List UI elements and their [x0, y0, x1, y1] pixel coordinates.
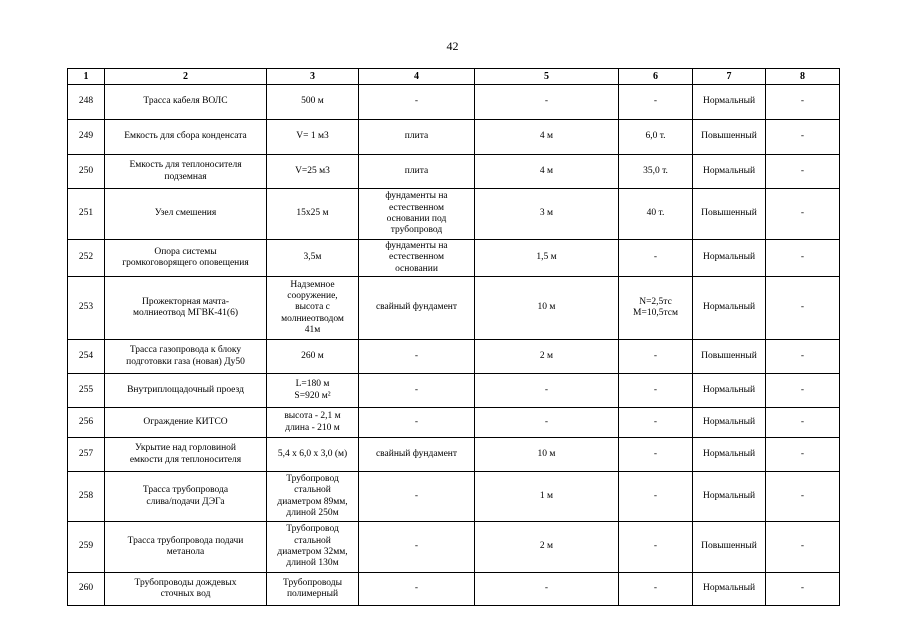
table-header-row	[68, 69, 840, 85]
table-cell: Нормальный	[693, 408, 766, 438]
table-cell: -	[766, 374, 840, 408]
table-cell: 15х25 м	[267, 189, 359, 240]
table-cell: 252	[68, 240, 105, 277]
table-cell: 500 м	[267, 85, 359, 120]
table-cell: Повышенный	[693, 189, 766, 240]
table-cell: Нормальный	[693, 472, 766, 522]
table-cell: Емкость для сбора конденсата	[105, 120, 267, 155]
table-cell: фундаменты на естественном основании	[359, 240, 475, 277]
table-cell: -	[359, 374, 475, 408]
table-cell: 260	[68, 573, 105, 606]
table-cell: -	[619, 522, 693, 573]
table-cell: -	[359, 522, 475, 573]
table-cell: -	[619, 374, 693, 408]
table-row	[68, 189, 840, 240]
table-cell: 2 м	[475, 522, 619, 573]
table-cell: 4 м	[475, 120, 619, 155]
column-header: 8	[766, 69, 840, 85]
table-cell: 253	[68, 277, 105, 340]
column-header: 7	[693, 69, 766, 85]
table-cell: Нормальный	[693, 438, 766, 472]
table-cell: Трубопроводы дождевых сточных вод	[105, 573, 267, 606]
table-cell: 35,0 т.	[619, 155, 693, 189]
table-cell: Трасса трубопровода слива/подачи ДЭГа	[105, 472, 267, 522]
table-cell: -	[619, 573, 693, 606]
table-cell: Трасса газопровода к блоку подготовки газа (новая) Ду50	[105, 340, 267, 374]
table-cell: -	[359, 340, 475, 374]
table-cell: -	[475, 408, 619, 438]
table-cell: N=2,5тс М=10,5тсм	[619, 277, 693, 340]
table-cell: Нормальный	[693, 155, 766, 189]
table-cell: -	[766, 155, 840, 189]
table-cell: -	[766, 189, 840, 240]
table-cell: Нормальный	[693, 240, 766, 277]
table-cell: Трубопровод стальной диаметром 89мм, длиной 250м	[267, 472, 359, 522]
table-cell: Прожекторная мачта- молниеотвод МГВК-41(6)	[105, 277, 267, 340]
table-cell: Внутриплощадочный проезд	[105, 374, 267, 408]
table-cell: фундаменты на естественном основании под трубопровод	[359, 189, 475, 240]
table-cell: -	[359, 472, 475, 522]
table-cell: 248	[68, 85, 105, 120]
table-cell: Трубопровод стальной диаметром 32мм, длиной 130м	[267, 522, 359, 573]
table-cell: -	[766, 277, 840, 340]
table-cell: 1,5 м	[475, 240, 619, 277]
table-cell: -	[766, 438, 840, 472]
table-cell: 10 м	[475, 438, 619, 472]
table-cell: -	[766, 240, 840, 277]
table-cell: свайный фундамент	[359, 438, 475, 472]
data-table	[67, 68, 840, 606]
table-cell: 251	[68, 189, 105, 240]
table-cell: Нормальный	[693, 573, 766, 606]
column-header: 3	[267, 69, 359, 85]
table-cell: 257	[68, 438, 105, 472]
table-cell: 3,5м	[267, 240, 359, 277]
table-cell: 2 м	[475, 340, 619, 374]
table-cell: 260 м	[267, 340, 359, 374]
table-cell: 258	[68, 472, 105, 522]
table-cell: -	[766, 472, 840, 522]
table-cell: -	[766, 120, 840, 155]
table-row	[68, 120, 840, 155]
table-cell: Ограждение КИТСО	[105, 408, 267, 438]
table-row	[68, 438, 840, 472]
table-cell: -	[475, 374, 619, 408]
column-header: 6	[619, 69, 693, 85]
table-cell: -	[475, 573, 619, 606]
table-row	[68, 277, 840, 340]
table-cell: -	[619, 340, 693, 374]
table-cell: -	[766, 573, 840, 606]
column-header: 4	[359, 69, 475, 85]
table-row	[68, 522, 840, 573]
table-cell: 259	[68, 522, 105, 573]
table-cell: Надземное сооружение, высота с молниеотводом 41м	[267, 277, 359, 340]
table-cell: Трасса кабеля ВОЛС	[105, 85, 267, 120]
table-cell: 5,4 х 6,0 х 3,0 (м)	[267, 438, 359, 472]
table-cell: -	[359, 85, 475, 120]
table-cell: -	[619, 85, 693, 120]
table-cell: 255	[68, 374, 105, 408]
table-row	[68, 573, 840, 606]
table-row	[68, 408, 840, 438]
table-row	[68, 240, 840, 277]
table-cell: Нормальный	[693, 85, 766, 120]
table-cell: -	[766, 340, 840, 374]
table-row	[68, 374, 840, 408]
column-header: 1	[68, 69, 105, 85]
column-header: 2	[105, 69, 267, 85]
table-cell: 10 м	[475, 277, 619, 340]
table-cell: -	[619, 240, 693, 277]
table-row	[68, 472, 840, 522]
table-cell: -	[619, 438, 693, 472]
table-cell: -	[766, 85, 840, 120]
table-cell: Узел смешения	[105, 189, 267, 240]
table-row	[68, 340, 840, 374]
table-cell: -	[766, 408, 840, 438]
table-cell: 249	[68, 120, 105, 155]
table-cell: Повышенный	[693, 120, 766, 155]
table-cell: V= 1 м3	[267, 120, 359, 155]
table-cell: 3 м	[475, 189, 619, 240]
table-cell: плита	[359, 120, 475, 155]
table-cell: 256	[68, 408, 105, 438]
table-cell: -	[359, 573, 475, 606]
table-cell: 1 м	[475, 472, 619, 522]
table-cell: -	[359, 408, 475, 438]
table-cell: Трубопроводы полимерный	[267, 573, 359, 606]
table-cell: -	[766, 522, 840, 573]
table-cell: Нормальный	[693, 374, 766, 408]
table-cell: -	[619, 408, 693, 438]
table-cell: Повышенный	[693, 522, 766, 573]
table-cell: -	[619, 472, 693, 522]
table-cell: 254	[68, 340, 105, 374]
table-cell: свайный фундамент	[359, 277, 475, 340]
table-row	[68, 155, 840, 189]
table-cell: плита	[359, 155, 475, 189]
table-row	[68, 85, 840, 120]
table-cell: Опора системы громкоговорящего оповещения	[105, 240, 267, 277]
page-number: 42	[446, 39, 459, 53]
table-cell: высота - 2,1 м длина - 210 м	[267, 408, 359, 438]
column-header: 5	[475, 69, 619, 85]
table-cell: Укрытие над горловиной емкости для теплоносителя	[105, 438, 267, 472]
table-cell: 40 т.	[619, 189, 693, 240]
table-cell: V=25 м3	[267, 155, 359, 189]
table-cell: 250	[68, 155, 105, 189]
table-cell: 4 м	[475, 155, 619, 189]
table-cell: -	[475, 85, 619, 120]
table-cell: Емкость для теплоносителя подземная	[105, 155, 267, 189]
table-cell: L=180 м S=920 м²	[267, 374, 359, 408]
table-cell: 6,0 т.	[619, 120, 693, 155]
table-cell: Повышенный	[693, 340, 766, 374]
table-cell: Трасса трубопровода подачи метанола	[105, 522, 267, 573]
table-cell: Нормальный	[693, 277, 766, 340]
